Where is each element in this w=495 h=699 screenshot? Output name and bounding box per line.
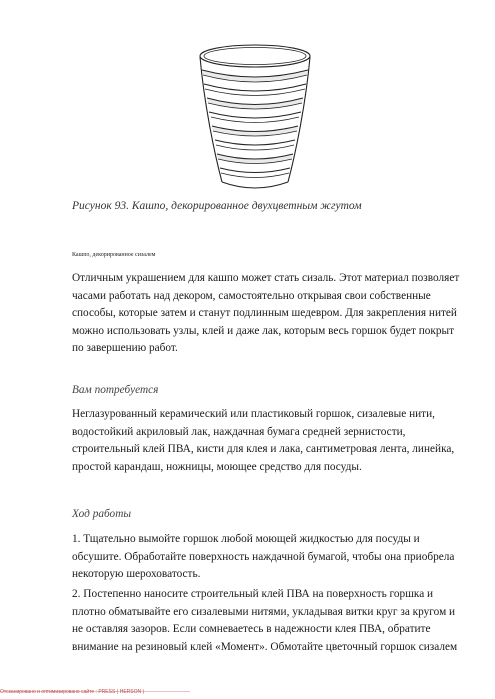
materials-heading: Вам потребуется [72, 384, 159, 396]
materials-paragraph: Неглазурованный керамический или пластиковый горшок, сизалевые нити, водостойкий акриловый лак, наждачная бумага средней зернистости, строительный клей ПВА, кисти для клея и лака, сантиметровая лента, линейка, простой карандаш, ножницы, моющее средство для посуды. [72, 408, 455, 473]
figure-caption: Рисунок 93. Кашпо, декорированное двухцветным жгутом [72, 200, 362, 212]
planter-pot-illustration [196, 42, 314, 194]
step-1-paragraph: 1. Тщательно вымойте горшок любой моющей жидкостью для посуды и обсушите. Обработайте поверхность наждачной бумагой, чтобы она приобрела некоторую шероховатость. [72, 533, 455, 580]
steps-heading: Ход работы [72, 508, 131, 520]
step-2-paragraph: 2. Постепенно наносите строительный клей ПВА на поверхность горшка и плотно обматывайте его сизалевыми нитями, укладывая витки круг за кругом и не оставляя зазоров. Если сомневаетесь в надежности клея ПВА, обратите внимание на резиновый клей «Момент». Обмотайте цветочный горшок сизалем [72, 588, 458, 653]
intro-paragraph: Отличным украшением для кашпо может стать сизаль. Этот материал позволяет часами работать над декором, самостоятельно открывая свои собственные способы, которые затем и станут подлинным шедевром. Для закрепления нитей можно использовать узлы, клей и даже лак, которым весь горшок будет покрыт по завершению работ. [72, 272, 460, 354]
section-subheading: Кашпо, декорированное сизалем [72, 252, 156, 258]
scan-watermark: Отсканировано и оптимизировано сайте : PRESS ( HERSON ) [0, 689, 145, 695]
